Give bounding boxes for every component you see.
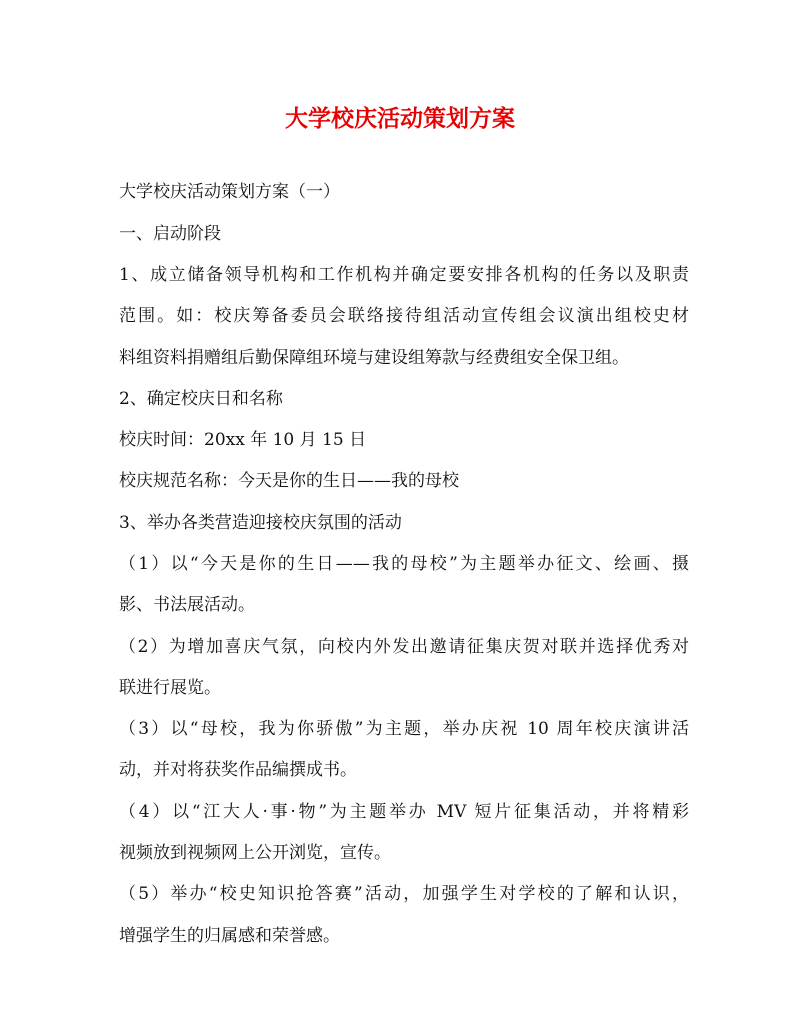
paragraph-line: （3）以“母校，我为你骄傲”为主题，举办庆祝 10 周年校庆演讲活 (119, 719, 689, 739)
anniversary-name: 校庆规范名称：今天是你的生日——我的母校 (119, 471, 459, 491)
paragraph-line: （4）以“江大人·事·物”为主题举办 MV 短片征集活动，并将精彩 (119, 802, 689, 822)
paragraph-line: 影、书法展活动。 (119, 595, 255, 615)
paragraph-line: 增强学生的归属感和荣誉感。 (119, 926, 340, 946)
item-heading: 3、举办各类营造迎接校庆氛围的活动 (119, 513, 402, 533)
paragraph-line: （1）以“今天是你的生日——我的母校”为主题举办征文、绘画、摄 (119, 554, 689, 574)
paragraph-line: 范围。如：校庆筹备委员会联络接待组活动宣传组会议演出组校史材 (119, 306, 689, 326)
paragraph-line: 视频放到视频网上公开浏览，宣传。 (119, 843, 391, 863)
paragraph-line: 联进行展览。 (119, 678, 221, 698)
anniversary-date: 校庆时间：20xx 年 10 月 15 日 (119, 430, 367, 450)
section-heading: 大学校庆活动策划方案（一） (119, 182, 340, 202)
document-title: 大学校庆活动策划方案 (285, 105, 515, 132)
paragraph-line: 1、成立储备领导机构和工作机构并确定要安排各机构的任务以及职责 (119, 265, 689, 285)
paragraph-line: （2）为增加喜庆气氛，向校内外发出邀请征集庆贺对联并选择优秀对 (119, 637, 689, 657)
stage-heading: 一、启动阶段 (119, 224, 221, 244)
paragraph-line: （5）举办“校史知识抢答赛”活动，加强学生对学校的了解和认识， (119, 884, 689, 904)
paragraph-line: 料组资料捐赠组后勤保障组环境与建设组筹款与经费组安全保卫组。 (119, 348, 629, 368)
paragraph-line: 动，并对将获奖作品编撰成书。 (119, 760, 357, 780)
item-heading: 2、确定校庆日和名称 (119, 389, 283, 409)
